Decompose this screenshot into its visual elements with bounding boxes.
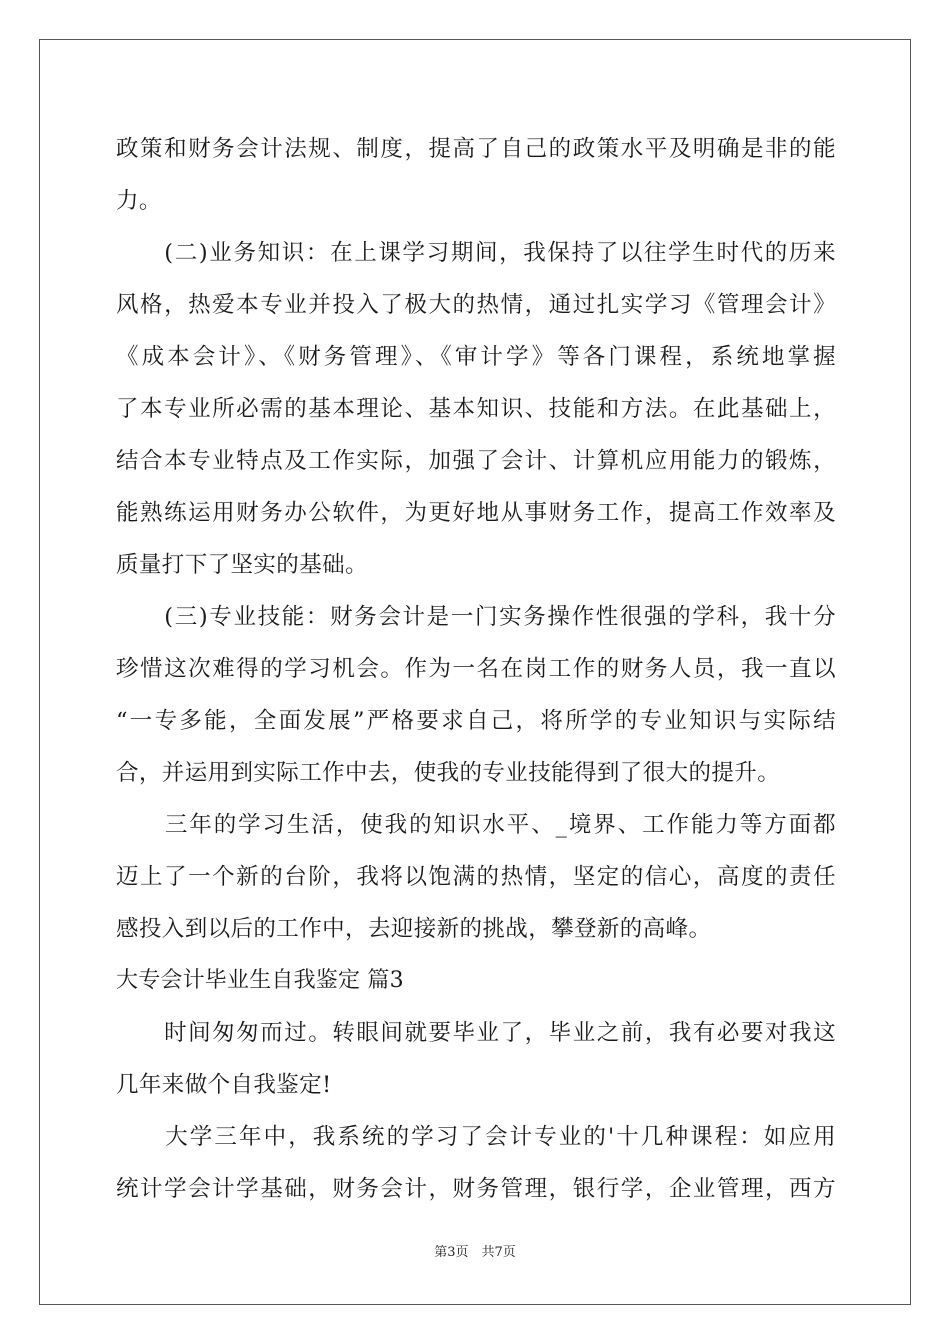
text-line: (三)专业技能：财务会计是一门实务操作性很强的学科，我十分 — [116, 604, 836, 630]
text-line: 大学三年中，我系统的学习了会计专业的'十几种课程：如应用 — [116, 1124, 836, 1150]
text-line: 了本专业所必需的基本理论、基本知识、技能和方法。在此基础上， — [116, 396, 836, 422]
text-line: 《成本会计》、《财务管理》、《审计学》等各门课程，系统地掌握 — [116, 344, 836, 370]
text-line: “一专多能，全面发展”严格要求自己，将所学的专业知识与实际结 — [116, 708, 836, 734]
text-line: 能熟练运用财务办公软件，为更好地从事财务工作，提高工作效率及 — [116, 500, 836, 526]
section-heading: 大专会计毕业生自我鉴定 篇3 — [116, 968, 404, 993]
text-line: 时间匆匆而过。转眼间就要毕业了，毕业之前，我有必要对我这 — [116, 1020, 836, 1046]
text-line: 三年的学习生活，使我的知识水平、_境界、工作能力等方面都 — [116, 812, 836, 838]
text-line: 几年来做个自我鉴定! — [116, 1072, 332, 1098]
text-line: 迈上了一个新的台阶，我将以饱满的热情，坚定的信心，高度的责任 — [116, 864, 836, 890]
text-line: 珍惜这次难得的学习机会。作为一名在岗工作的财务人员，我一直以 — [116, 656, 836, 682]
page-footer: 第3页 共7页 — [434, 1245, 516, 1260]
text-line: 质量打下了坚实的基础。 — [116, 552, 368, 578]
text-line: 合，并运用到实际工作中去，使我的专业技能得到了很大的提升。 — [116, 760, 781, 786]
text-line: 政策和财务会计法规、制度，提高了自己的政策水平及明确是非的能 — [116, 136, 836, 162]
text-line: 风格，热爱本专业并投入了极大的热情，通过扎实学习《管理会计》 — [116, 292, 836, 318]
text-line: (二)业务知识：在上课学习期间，我保持了以往学生时代的历来 — [116, 240, 836, 266]
text-line: 感投入到以后的工作中，去迎接新的挑战，攀登新的高峰。 — [116, 916, 712, 942]
text-line: 结合本专业特点及工作实际，加强了会计、计算机应用能力的锻炼， — [116, 448, 836, 474]
text-line: 统计学会计学基础，财务会计，财务管理，银行学，企业管理，西方 — [116, 1176, 836, 1202]
text-line: 力。 — [116, 188, 162, 214]
